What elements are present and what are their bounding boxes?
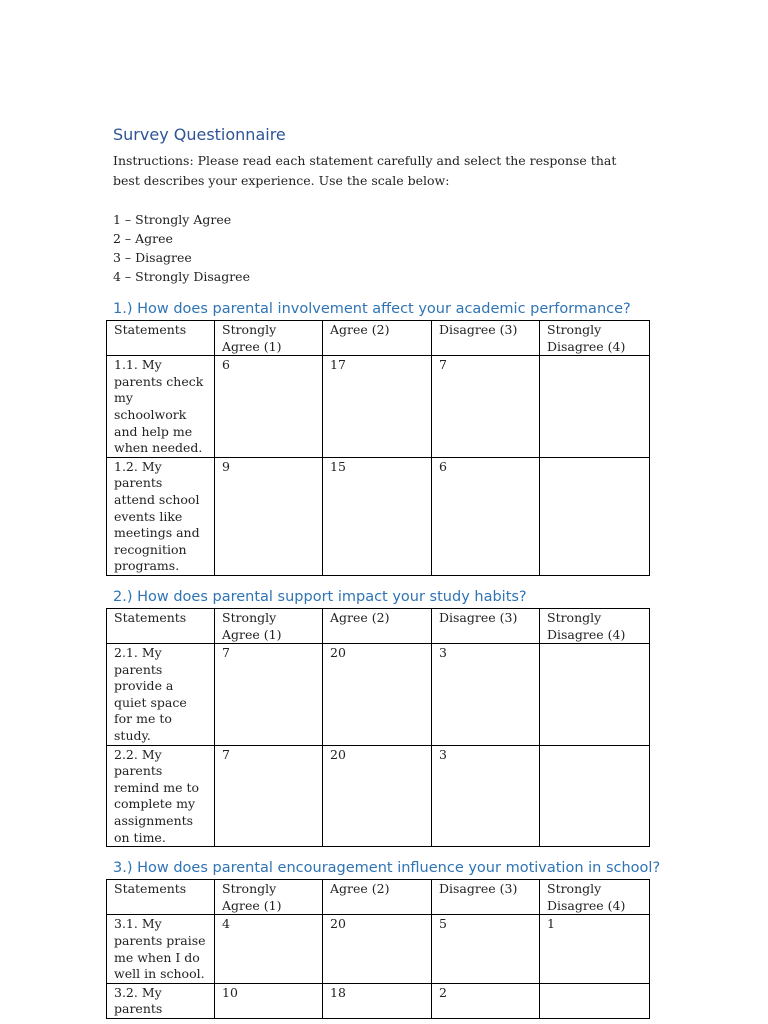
header-agree: Agree (2) — [323, 321, 432, 356]
disagree-count: 5 — [432, 915, 540, 983]
instructions-text: Instructions: Please read each statement carefully and select the response that best describes your experience. Use the scale below: — [113, 153, 617, 188]
statement-cell: 3.2. My parents — [107, 983, 215, 1018]
statement-cell: 1.1. My parents check my schoolwork and help me when needed. — [107, 356, 215, 458]
response-table-2 — [106, 608, 650, 847]
agree-count: 20 — [323, 915, 432, 983]
disagree-count: 3 — [432, 745, 540, 847]
scale-item: 4 – Strongly Disagree — [113, 269, 250, 284]
document-page — [113, 122, 661, 1019]
scale-item: 3 – Disagree — [113, 250, 192, 265]
header-strongly-agree: Strongly Agree (1) — [215, 880, 323, 915]
strongly-disagree-count — [540, 745, 650, 847]
strongly-disagree-count — [540, 356, 650, 458]
disagree-count: 3 — [432, 644, 540, 746]
table-row — [107, 356, 650, 458]
scale-item: 1 – Strongly Agree — [113, 212, 232, 227]
disagree-count: 6 — [432, 457, 540, 575]
question-heading-2: 2.) How does parental support impact your study habits? — [113, 588, 527, 605]
strongly-agree-count: 7 — [215, 644, 323, 746]
rating-scale-list — [113, 210, 658, 286]
strongly-agree-count: 6 — [215, 356, 323, 458]
table-row — [107, 915, 650, 983]
statement-cell: 1.2. My parents attend school events like meetings and recognition programs. — [107, 457, 215, 575]
statement-cell: 2.2. My parents remind me to complete my assignments on time. — [107, 745, 215, 847]
header-strongly-agree: Strongly Agree (1) — [215, 321, 323, 356]
table-row — [107, 457, 650, 575]
agree-count: 17 — [323, 356, 432, 458]
strongly-disagree-count — [540, 457, 650, 575]
header-agree: Agree (2) — [323, 880, 432, 915]
header-strongly-agree: Strongly Agree (1) — [215, 608, 323, 643]
strongly-agree-count: 4 — [215, 915, 323, 983]
strongly-agree-count: 10 — [215, 983, 323, 1018]
agree-count: 20 — [323, 745, 432, 847]
header-statements: Statements — [107, 608, 215, 643]
header-disagree: Disagree (3) — [432, 608, 540, 643]
question-heading-3: 3.) How does parental encouragement influence your motivation in school? — [113, 860, 661, 877]
statement-cell: 2.1. My parents provide a quiet space for me to study. — [107, 644, 215, 746]
disagree-count: 7 — [432, 356, 540, 458]
header-statements: Statements — [107, 321, 215, 356]
table-header-row — [107, 608, 650, 643]
header-strongly-disagree: Strongly Disagree (4) — [540, 321, 650, 356]
agree-count: 18 — [323, 983, 432, 1018]
question-heading-1: 1.) How does parental involvement affect your academic performance? — [113, 301, 631, 317]
header-strongly-disagree: Strongly Disagree (4) — [540, 880, 650, 915]
header-statements: Statements — [107, 880, 215, 915]
table-row — [107, 745, 650, 847]
disagree-count: 2 — [432, 983, 540, 1018]
statement-cell: 3.1. My parents praise me when I do well in school. — [107, 915, 215, 983]
header-agree: Agree (2) — [323, 608, 432, 643]
strongly-agree-count: 9 — [215, 457, 323, 575]
header-disagree: Disagree (3) — [432, 321, 540, 356]
header-strongly-disagree: Strongly Disagree (4) — [540, 608, 650, 643]
agree-count: 15 — [323, 457, 432, 575]
table-row — [107, 644, 650, 746]
header-disagree: Disagree (3) — [432, 880, 540, 915]
table-header-row — [107, 880, 650, 915]
table-row — [107, 983, 650, 1018]
table-header-row — [107, 321, 650, 356]
strongly-disagree-count: 1 — [540, 915, 650, 983]
page-title: Survey Questionnaire — [113, 125, 286, 144]
agree-count: 20 — [323, 644, 432, 746]
strongly-agree-count: 7 — [215, 745, 323, 847]
response-table-1 — [106, 320, 650, 576]
scale-item: 2 – Agree — [113, 231, 173, 246]
strongly-disagree-count — [540, 983, 650, 1018]
strongly-disagree-count — [540, 644, 650, 746]
response-table-3 — [106, 879, 650, 1019]
